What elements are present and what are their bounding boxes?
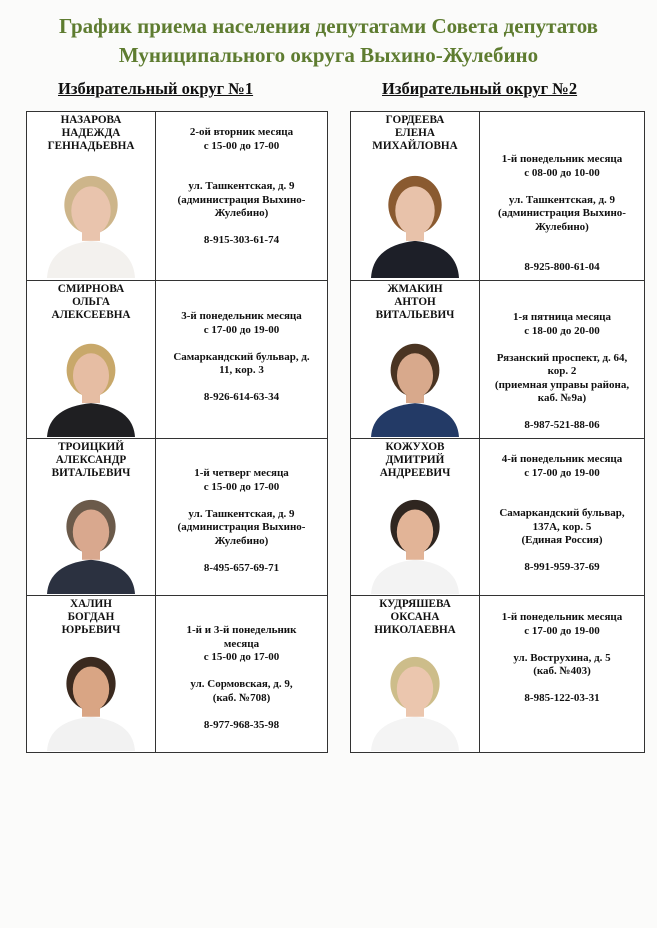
portrait-photo (367, 487, 463, 594)
info-line: (Единая Россия) (521, 534, 603, 546)
portrait-photo-icon (43, 162, 139, 278)
district-1-heading: Избирательный округ №1 (58, 79, 254, 98)
deputy-name: НАЗАРОВА НАДЕЖДА ГЕННАДЬЕВНА (47, 114, 135, 152)
blank-line (156, 378, 327, 392)
info-line: ул. Сормовская, д. 9, (190, 678, 293, 690)
blank-line (480, 638, 644, 652)
info-line: (администрация Выхино- (498, 207, 626, 219)
blank-line (156, 153, 327, 167)
table-row (27, 280, 327, 438)
blank-line (480, 180, 644, 194)
table-row (351, 438, 644, 595)
portrait-photo-icon (43, 487, 139, 594)
reception-info (480, 453, 644, 575)
info-line: ул. Ташкентская, д. 9 (508, 193, 616, 206)
portrait-photo-icon (367, 487, 463, 594)
info-line: с 18-00 до 20-00 (524, 324, 600, 337)
info-line: с 15-00 до 17-00 (203, 480, 280, 493)
info-line: Жулебино) (535, 220, 589, 233)
blank-line (480, 338, 644, 352)
info-line: кор. 2 (547, 365, 577, 377)
blank-line (480, 548, 644, 562)
portrait-photo (367, 331, 463, 437)
reception-info (480, 611, 644, 706)
portrait-photo (367, 644, 463, 751)
info-line: 4-й понедельник месяца (501, 453, 623, 465)
deputy-name: ЖМАКИН АНТОН ВИТАЛЬЕВИЧ (375, 283, 455, 321)
table-row (27, 438, 327, 595)
portrait-photo (367, 162, 463, 278)
portrait-photo-icon (43, 331, 139, 437)
info-line: 2-ой вторник месяца (189, 126, 294, 138)
blank-line (480, 679, 644, 693)
name-photo-cell (27, 596, 156, 752)
info-line: с 15-00 до 17-00 (203, 651, 280, 663)
name-photo-cell (351, 281, 480, 438)
reception-info (480, 153, 644, 275)
info-line: 8-985-122-03-31 (524, 692, 600, 704)
deputy-name: КУДРЯШЕВА ОКСАНА НИКОЛАЕВНА (374, 598, 456, 636)
info-line: каб. №9а) (537, 392, 587, 404)
table-row (27, 595, 327, 752)
info-line: 1-й понедельник месяца (501, 611, 623, 623)
name-photo-cell (351, 112, 480, 280)
reception-info (156, 126, 327, 248)
info-line: 8-915-303-61-74 (203, 234, 280, 246)
info-line: 1-й понедельник месяца (501, 153, 623, 165)
info-line: с 17-00 до 19-00 (524, 624, 600, 637)
table-row (351, 112, 644, 280)
blank-line (480, 234, 644, 248)
portrait-photo (43, 331, 139, 437)
district-2-heading: Избирательный округ №2 (382, 79, 578, 98)
info-line: 11, кор. 3 (219, 364, 264, 376)
blank-line (480, 480, 644, 494)
blank-line (156, 337, 327, 351)
blank-line (156, 705, 327, 719)
portrait-photo-icon (367, 644, 463, 751)
blank-line (480, 406, 644, 420)
info-line: с 08-00 до 10-00 (524, 166, 600, 179)
portrait-photo-icon (367, 331, 463, 437)
title-line-2: Муниципального округа Выхино-Жулебино (118, 43, 539, 67)
blank-line (156, 167, 327, 181)
info-line: Жулебино) (214, 534, 269, 547)
deputy-name: ГОРДЕЕВА ЕЛЕНА МИХАЙЛОВНА (372, 114, 458, 152)
info-line: 8-925-800-61-04 (524, 261, 600, 273)
info-line: Самаркандский бульвар, д. (173, 350, 310, 363)
info-line: ул. Вострухина, д. 5 (513, 651, 611, 664)
info-line: месяца (223, 637, 260, 650)
info-line: ул. Ташкентская, д. 9 (188, 180, 295, 192)
blank-line (480, 494, 644, 508)
table-row (351, 280, 644, 438)
info-line: 1-й четверг месяца (194, 467, 289, 479)
title-line-1: График приема населения депутатами Совета депутатов (58, 14, 599, 38)
reception-info (156, 467, 327, 575)
portrait-photo (43, 487, 139, 594)
reception-info (480, 311, 644, 433)
deputy-name: СМИРНОВА ОЛЬГА АЛЕКСЕЕВНА (51, 283, 131, 321)
blank-line (156, 548, 327, 562)
blank-line (156, 665, 327, 679)
deputy-name: ХАЛИН БОГДАН ЮРЬЕВИЧ (61, 598, 121, 636)
info-line: (администрация Выхино- (177, 193, 306, 206)
info-line: 8-977-968-35-98 (203, 718, 280, 731)
portrait-photo (43, 162, 139, 278)
name-photo-cell (351, 439, 480, 595)
portrait-photo (43, 644, 139, 751)
info-line: (приемная управы района, (494, 378, 630, 391)
deputy-name: КОЖУХОВ ДМИТРИЙ АНДРЕЕВИЧ (379, 441, 451, 479)
info-line: 3-й понедельник месяца (181, 310, 302, 322)
info-line: (каб. №708) (212, 691, 271, 704)
table-row (351, 595, 644, 752)
page-title (0, 12, 657, 70)
info-line: 137А, кор. 5 (532, 520, 592, 533)
info-line: (каб. №403) (533, 665, 591, 677)
district-2-table (350, 111, 645, 753)
info-line: ул. Ташкентская, д. 9 (188, 507, 295, 520)
name-photo-cell (27, 439, 156, 595)
info-line: с 15-00 до 17-00 (203, 139, 280, 152)
info-line: 1-й и 3-й понедельник (186, 624, 297, 636)
reception-info (156, 310, 327, 405)
reception-info (156, 624, 327, 732)
blank-line (156, 221, 327, 235)
blank-line (156, 494, 327, 508)
name-photo-cell (27, 112, 156, 280)
name-photo-cell (351, 596, 480, 752)
info-line: 1-я пятница месяца (512, 311, 611, 323)
info-line: с 17-00 до 19-00 (524, 466, 600, 479)
info-line: 8-991-959-37-69 (524, 561, 600, 573)
name-photo-cell (27, 281, 156, 438)
info-line: Рязанский проспект, д. 64, (496, 351, 628, 364)
portrait-photo-icon (43, 644, 139, 751)
district-1-table (26, 111, 328, 753)
info-line: 8-495-657-69-71 (203, 561, 280, 574)
info-line: с 17-00 до 19-00 (203, 323, 280, 336)
info-line: Жулебино) (214, 207, 269, 219)
portrait-photo-icon (367, 162, 463, 278)
info-line: 8-987-521-88-06 (524, 419, 600, 431)
table-row (27, 112, 327, 280)
info-line: Самаркандский бульвар, (499, 507, 625, 519)
blank-line (480, 248, 644, 262)
info-line: 8-926-614-63-34 (203, 391, 280, 403)
deputy-name: ТРОИЦКИЙ АЛЕКСАНДР ВИТАЛЬЕВИЧ (51, 441, 131, 479)
info-line: (администрация Выхино- (177, 521, 306, 533)
